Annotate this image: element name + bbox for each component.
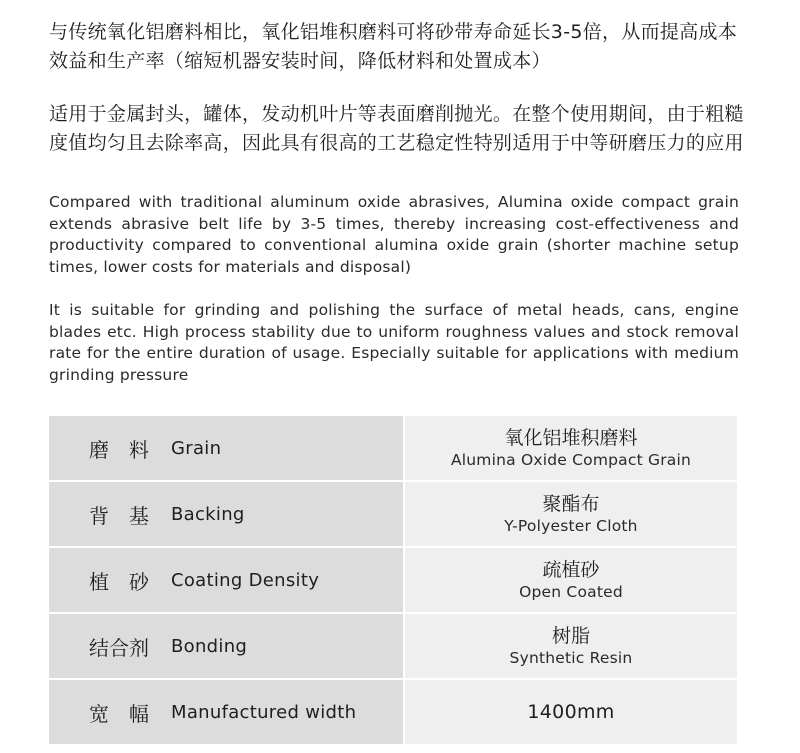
spec-value-en: Synthetic Resin	[509, 648, 633, 667]
spec-value-cn: 氧化铝堆积磨料	[504, 426, 638, 449]
spec-row-grain	[49, 416, 737, 480]
spec-value-cn: 聚酯布	[542, 492, 600, 515]
spec-table	[49, 416, 737, 744]
spec-label-cell	[49, 680, 403, 744]
spec-label-cell	[49, 416, 403, 480]
spec-label-cn: 植 砂	[89, 569, 149, 594]
spec-label-cell	[49, 548, 403, 612]
spec-label-cn: 结合剂	[89, 635, 149, 660]
spec-row-backing	[49, 482, 737, 546]
spec-label-cn: 背 基	[89, 503, 149, 528]
spec-value-width: 1400mm	[527, 701, 615, 723]
spec-value-cell	[405, 680, 737, 744]
spec-row-coating-density	[49, 548, 737, 612]
intro-cn-paragraph-2: 适用于金属封头，罐体，发动机叶片等表面磨削抛光。在整个使用期间，由于粗糙度值均匀且去除率高，因此具有很高的工艺稳定性特别适用于中等研磨压力的应用	[49, 103, 744, 154]
spec-label-en: Grain	[171, 437, 222, 459]
spec-label-cn: 宽 幅	[89, 701, 149, 726]
spec-label-en: Bonding	[171, 635, 248, 657]
spec-label-cell	[49, 614, 403, 678]
spec-value-cn: 树脂	[551, 624, 590, 647]
spec-label-en: Manufactured width	[171, 701, 357, 723]
spec-value-cell	[405, 614, 737, 678]
spec-value-cell	[405, 482, 737, 546]
spec-value-en: Open Coated	[519, 582, 623, 601]
spec-value-cn: 疏植砂	[542, 558, 600, 581]
spec-value-cell	[405, 548, 737, 612]
spec-label-en: Backing	[171, 503, 245, 525]
spec-value-en: Y-Polyester Cloth	[504, 516, 638, 535]
intro-en-paragraph-1: Compared with traditional aluminum oxide abrasives, Alumina oxide compact grain extends abrasive belt life by 3-5 times, thereby increasing cost-effectiveness and productivity compared to conventional alumina oxide grain (shorter machine setup times, lower costs for materials and disposal)	[49, 193, 739, 276]
spec-row-bonding	[49, 614, 737, 678]
intro-en-paragraph-2: It is suitable for grinding and polishing the surface of metal heads, cans, engine blades etc. High process stability due to uniform roughness values and stock removal rate for the entire duration of usage. Especially suitable for applications with medium grinding pressure	[49, 301, 739, 384]
spec-row-width	[49, 680, 737, 744]
spec-label-cn: 磨 料	[89, 437, 149, 462]
spec-value-en: Alumina Oxide Compact Grain	[450, 450, 692, 469]
intro-cn-paragraph-1: 与传统氧化铝磨料相比，氧化铝堆积磨料可将砂带寿命延长3-5倍，从而提高成本效益和生产率（缩短机器安装时间，降低材料和处置成本）	[49, 21, 738, 72]
spec-label-en: Coating Density	[171, 569, 320, 591]
spec-value-cell	[405, 416, 737, 480]
spec-label-cell	[49, 482, 403, 546]
